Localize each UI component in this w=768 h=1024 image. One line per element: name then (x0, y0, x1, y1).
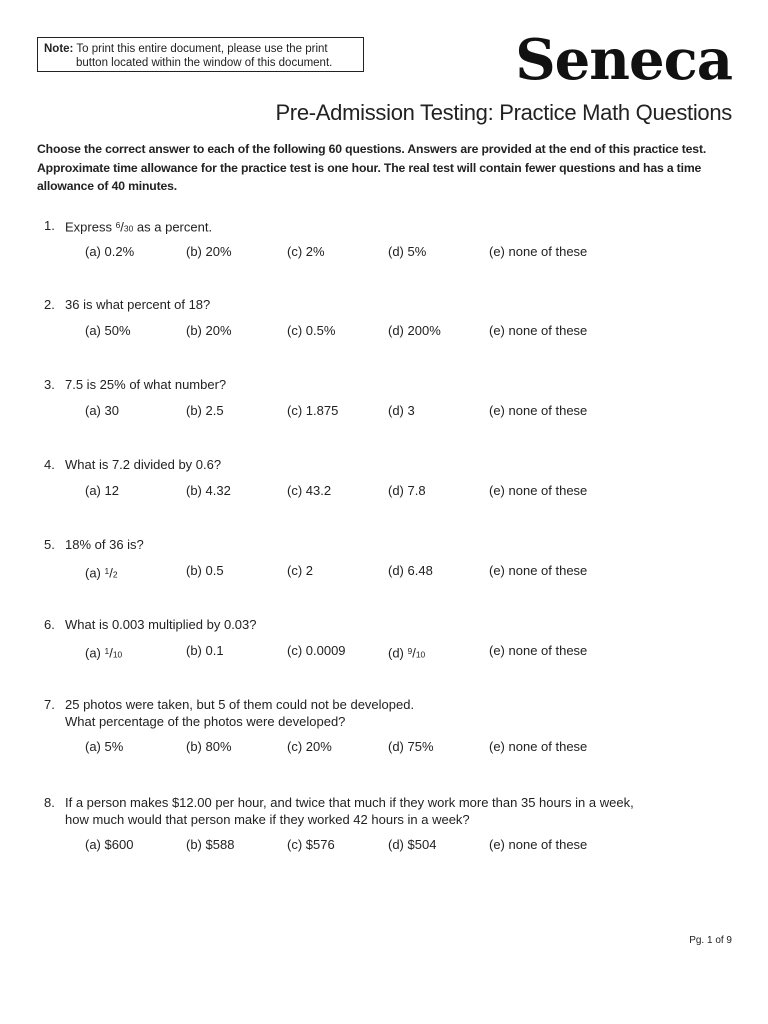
question-6 (44, 616, 744, 661)
page-number: Pg. 1 of 9 (689, 935, 732, 946)
option-c[interactable]: (c) $576 (287, 837, 335, 852)
option-a[interactable]: (a) 0.2% (85, 244, 135, 259)
fraction-numerator: 1 (104, 566, 110, 576)
fraction-slash: / (412, 645, 416, 661)
option-d[interactable] (388, 642, 425, 663)
question-text: What is 7.2 divided by 0.6? (65, 457, 222, 472)
option-prefix: (a) (85, 565, 105, 581)
option-b[interactable]: (b) 80% (186, 739, 232, 754)
option-a[interactable] (85, 642, 122, 663)
question-text: 36 is what percent of 18? (65, 297, 211, 312)
print-note (37, 37, 364, 72)
option-d[interactable]: (d) 3 (388, 403, 415, 418)
question-7 (44, 696, 744, 754)
option-a[interactable] (85, 562, 118, 583)
option-b[interactable]: (b) 0.5 (186, 563, 224, 578)
question-number: 2. (44, 297, 55, 312)
question-1 (44, 217, 744, 259)
answer-options (85, 642, 705, 660)
option-d[interactable]: (d) $504 (388, 837, 437, 852)
fraction-denominator: 2 (112, 569, 118, 580)
note-label: Note: (44, 43, 74, 55)
fraction-numerator: 6 (115, 220, 121, 230)
fraction-denominator: 30 (123, 223, 134, 234)
seneca-logo: Seneca (515, 27, 732, 93)
option-e[interactable]: (e) none of these (489, 483, 588, 498)
option-d[interactable]: (d) 75% (388, 739, 434, 754)
question-3 (44, 376, 744, 418)
fraction-denominator: 10 (415, 649, 426, 660)
question-number: 8. (44, 795, 55, 810)
option-e[interactable]: (e) none of these (489, 643, 588, 658)
question-number: 1. (44, 218, 55, 233)
option-e[interactable]: (e) none of these (489, 403, 588, 418)
question-text: 7.5 is 25% of what number? (65, 377, 227, 392)
option-d[interactable]: (d) 6.48 (388, 563, 433, 578)
fraction-denominator: 10 (112, 649, 123, 660)
answer-options (85, 243, 705, 261)
question-number: 3. (44, 377, 55, 392)
option-d[interactable]: (d) 5% (388, 244, 427, 259)
answer-options (85, 402, 705, 420)
option-e[interactable]: (e) none of these (489, 323, 588, 338)
option-e[interactable]: (e) none of these (489, 563, 588, 578)
option-b[interactable]: (b) 20% (186, 244, 232, 259)
option-a[interactable]: (a) 50% (85, 323, 131, 338)
page-title: Pre-Admission Testing: Practice Math Questions (275, 100, 732, 125)
question-number: 4. (44, 457, 55, 472)
question-text-line-1: If a person makes $12.00 per hour, and twice that much if they work more than 35 hours in a week, (65, 795, 634, 810)
option-b[interactable]: (b) $588 (186, 837, 235, 852)
question-text-line-2: What percentage of the photos were developed? (65, 714, 346, 729)
question-text (65, 217, 744, 237)
question-text-line-2: how much would that person make if they worked 42 hours in a week? (65, 812, 470, 827)
answer-options (85, 322, 705, 340)
option-c[interactable]: (c) 1.875 (287, 403, 339, 418)
fraction-numerator: 1 (104, 646, 110, 656)
option-e[interactable]: (e) none of these (489, 739, 588, 754)
question-text-line-1: 25 photos were taken, but 5 of them could not be developed. (65, 697, 415, 712)
option-c[interactable]: (c) 2% (287, 244, 325, 259)
note-line-1: To print this entire document, please use the print (76, 43, 328, 55)
option-a[interactable]: (a) 30 (85, 403, 119, 418)
answer-options (85, 836, 705, 854)
answer-options (85, 562, 705, 580)
option-b[interactable]: (b) 4.32 (186, 483, 231, 498)
option-e[interactable]: (e) none of these (489, 837, 588, 852)
option-d[interactable]: (d) 7.8 (388, 483, 426, 498)
option-b[interactable]: (b) 20% (186, 323, 232, 338)
option-prefix: (a) (85, 645, 105, 661)
question-number: 6. (44, 617, 55, 632)
option-c[interactable]: (c) 0.5% (287, 323, 336, 338)
question-2 (44, 296, 744, 338)
option-c[interactable]: (c) 2 (287, 563, 313, 578)
option-a[interactable]: (a) 5% (85, 739, 124, 754)
fraction-slash: / (109, 645, 113, 661)
question-text-part: Express (65, 219, 116, 235)
question-4 (44, 456, 744, 498)
question-number: 7. (44, 697, 55, 712)
option-c[interactable]: (c) 20% (287, 739, 332, 754)
answer-options (85, 482, 705, 500)
option-b[interactable]: (b) 2.5 (186, 403, 224, 418)
option-e[interactable]: (e) none of these (489, 244, 588, 259)
question-8 (44, 794, 744, 852)
question-number: 5. (44, 537, 55, 552)
note-line-2: button located within the window of this document. (76, 57, 333, 69)
option-a[interactable]: (a) 12 (85, 483, 119, 498)
fraction-slash: / (120, 219, 124, 235)
fraction-numerator: 9 (407, 646, 413, 656)
question-text: What is 0.003 multiplied by 0.03? (65, 617, 257, 632)
option-prefix: (d) (388, 645, 408, 661)
question-text: 18% of 36 is? (65, 537, 144, 552)
question-text-part: as a percent. (133, 219, 213, 235)
option-a[interactable]: (a) $600 (85, 837, 134, 852)
option-c[interactable]: (c) 0.0009 (287, 643, 346, 658)
option-b[interactable]: (b) 0.1 (186, 643, 224, 658)
instructions-paragraph: Choose the correct answer to each of the following 60 questions. Answers are provided at the end of this practice test. Approximate time allowance for the practice test is one hour. The real test will contain fewer questions and has a time allowance of 40 minutes. (37, 142, 707, 193)
question-5 (44, 536, 744, 581)
option-d[interactable]: (d) 200% (388, 323, 441, 338)
answer-options (85, 738, 705, 756)
fraction-slash: / (109, 565, 113, 581)
option-c[interactable]: (c) 43.2 (287, 483, 332, 498)
